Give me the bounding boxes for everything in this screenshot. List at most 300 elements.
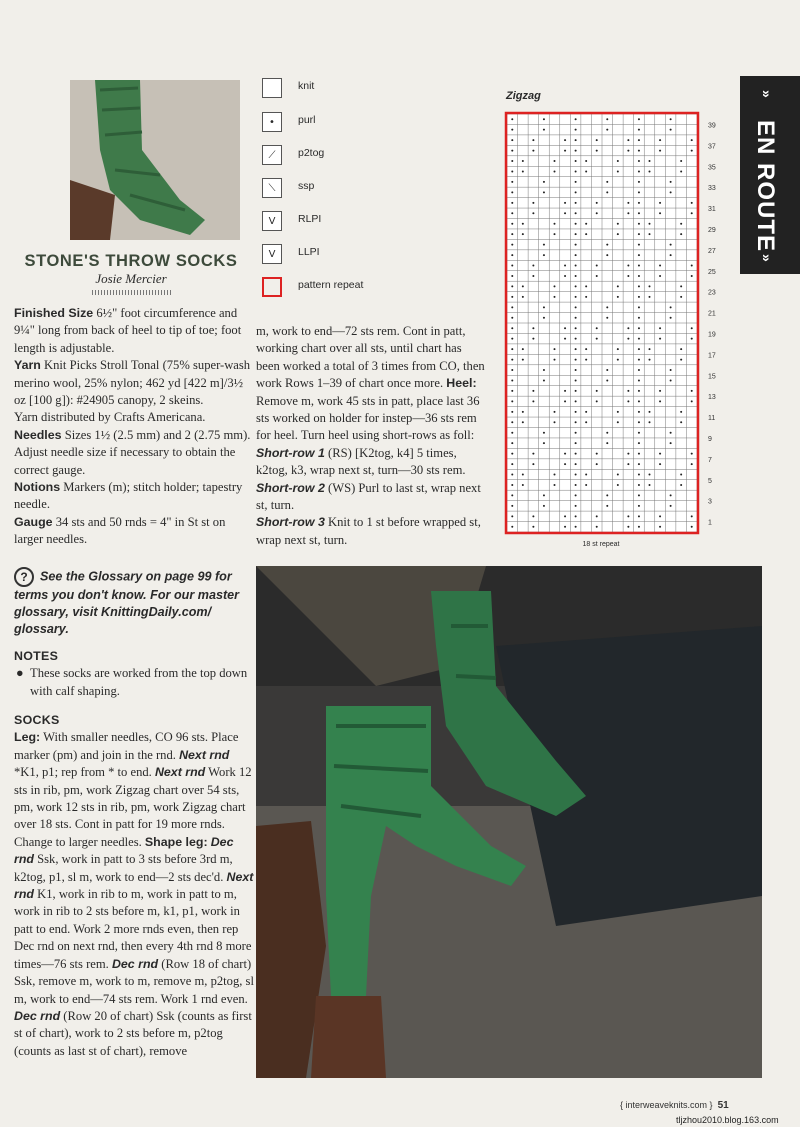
purl-dot [606,432,608,434]
gauge-text: 34 sts and 50 rnds = 4" in St st on larger needles. [14,514,226,547]
purl-dot [638,170,640,172]
purl-dot [627,453,629,455]
purl-dot [638,223,640,225]
socks-heading: SOCKS [14,713,60,727]
purl-dot [606,129,608,131]
specs-block [14,305,254,549]
purl-dot [638,432,640,434]
purl-dot [575,285,577,287]
next-rnd3-text: K1, work in rib to m, work in patt to m, work in rib to 2 sts before m, k1, p1, work in patt to end. Work 2 more rnds even, then rep Dec rnd on next rnd, then every 4th rnd 8 more times—76 sts rem. [14,887,252,971]
purl-dot [606,254,608,256]
purl-dot [670,254,672,256]
purl-dot [511,233,513,235]
purl-dot [670,244,672,246]
purl-dot [627,338,629,340]
purl-dot [670,505,672,507]
purl-dot [532,212,534,214]
purl-dot [670,379,672,381]
purl-dot [649,160,651,162]
purl-dot [680,233,682,235]
purl-dot [522,348,524,350]
purl-dot [532,463,534,465]
purl-dot [638,421,640,423]
purl-dot [511,348,513,350]
purl-dot [543,442,545,444]
purl-dot [680,296,682,298]
row-number: 23 [708,289,716,297]
row-number: 27 [708,247,716,255]
notes-item [14,665,254,700]
decorative-rule [92,290,172,295]
purl-dot [532,400,534,402]
purl-dot [659,463,661,465]
row-number: 11 [708,415,716,423]
purl-dot [511,359,513,361]
purl-dot [554,348,556,350]
purl-dot [511,254,513,256]
chevron-icon: » [759,90,775,98]
purl-dot [638,306,640,308]
purl-dot [638,254,640,256]
rlpi-symbol-icon: V [262,211,282,231]
leg-text: With smaller needles, CO 96 sts. Place marker (pm) and join in the rnd. [14,730,239,762]
purl-dot [543,244,545,246]
purl-dot [638,150,640,152]
ssp-symbol-icon: ⟍ [262,178,282,198]
purl-dot [564,515,566,517]
purl-dot [638,505,640,507]
purl-dot [511,181,513,183]
legend-label-purl: purl [298,114,316,126]
purl-dot [575,317,577,319]
socks-main-photo [256,566,762,1078]
purl-dot [606,494,608,496]
purl-dot [585,170,587,172]
purl-dot [638,484,640,486]
purl-dot [606,369,608,371]
row-number: 7 [708,456,712,464]
purl-dot [670,317,672,319]
purl-dot [649,223,651,225]
purl-dot [543,369,545,371]
purl-dot [543,306,545,308]
zigzag-chart [500,100,730,540]
pattern-title: STONE'S THROW SOCKS [24,252,238,270]
purl-dot [564,202,566,204]
purl-dot [691,338,693,340]
row-number: 31 [708,206,716,214]
purl-dot [511,265,513,267]
row-number: 17 [708,352,716,360]
next-rnd3-label: Next rnd [14,869,254,902]
purl-dot [649,359,651,361]
needles-text: Sizes 1½ (2.5 mm) and 2 (2.75 mm). Adjust needle size if necessary to obtain the correct gauge. [14,427,251,477]
purl-dot [670,369,672,371]
purl-dot [617,170,619,172]
purl-dot [638,411,640,413]
purl-dot [575,421,577,423]
purl-dot [532,327,534,329]
purl-dot [564,150,566,152]
purl-dot [659,202,661,204]
purl-dot [627,526,629,528]
row-number: 35 [708,164,716,172]
purl-dot [575,181,577,183]
purl-dot [617,484,619,486]
purl-dot [596,515,598,517]
purl-dot [627,515,629,517]
purl-dot [627,265,629,267]
purl-dot [691,275,693,277]
shape-leg-text: Ssk, work in patt to 3 sts before 3rd m, k2tog, p1, sl m, work to end—2 sts dec'd. [14,852,233,884]
purl-dot [554,359,556,361]
purl-dot [638,118,640,120]
purl-dot [680,411,682,413]
purl-dot [617,296,619,298]
next-rnd2-text: Work 12 sts in rib, pm, work Zigzag chart over 54 sts, pm, work 12 sts in rib, pm, work Zigzag chart over 18 sts. Cont in patt for 19 more rnds. Change to larger needles. [14,765,252,849]
purl-dot [638,400,640,402]
purl-dot [575,275,577,277]
page-number: 51 [717,1100,729,1111]
chart-row-numbers [708,122,716,526]
purl-dot [638,463,640,465]
purl-dot [649,411,651,413]
purl-dot [670,181,672,183]
purl-dot [638,338,640,340]
chevron-icon-bottom: » [759,254,775,262]
purl-dot [543,379,545,381]
purl-dot [575,296,577,298]
purl-dot [564,139,566,141]
purl-dot [638,212,640,214]
purl-dot [522,296,524,298]
finished-size-text: 6½" foot circumference and 9¼" long from back of heel to tip of toe; foot length is adjustable. [14,306,242,355]
purl-dot [564,463,566,465]
purl-dot [575,327,577,329]
purl-dot [627,212,629,214]
purl-dot [638,233,640,235]
heel-text: Remove m, work 45 sts in patt, place last 36 sts worked on holder for instep—36 sts rem for heel. Turn heel using short-rows as foll: [256,393,480,443]
purl-dot [532,515,534,517]
purl-dot [659,400,661,402]
purl-dot [691,515,693,517]
purl-dot [606,317,608,319]
question-icon: ? [14,567,34,587]
purl-dot [691,390,693,392]
purl-dot [691,453,693,455]
purl-dot [532,139,534,141]
purl-dot [596,275,598,277]
purl-dot [564,453,566,455]
purl-dot [575,254,577,256]
purl-dot [649,484,651,486]
purl-dot [532,265,534,267]
purl-dot [638,317,640,319]
purl-dot [649,421,651,423]
purl-dot [575,369,577,371]
purl-dot [511,139,513,141]
row-number: 15 [708,373,716,381]
purl-dot [522,170,524,172]
purl-dot [617,411,619,413]
purl-dot [627,275,629,277]
row-number: 37 [708,143,716,151]
purl-dot [638,244,640,246]
purl-dot [564,275,566,277]
row-number: 21 [708,310,716,318]
watermark: tljzhou2010.blog.163.com [676,1115,779,1125]
purl-dot [585,348,587,350]
purl-dot [691,202,693,204]
glossary-text: See the Glossary on page 99 for terms you don't know. For our master glossary, visit KnittingDaily.com/ glossary. [14,569,240,636]
purl-dot [554,411,556,413]
purl-dot [543,118,545,120]
purl-dot [532,453,534,455]
purl-dot [543,181,545,183]
purl-dot [638,202,640,204]
legend-label-llpi: LLPI [298,246,320,258]
purl-dot [691,150,693,152]
purl-dot [543,317,545,319]
purl-dot [691,212,693,214]
purl-dot [543,432,545,434]
purl-dot [532,390,534,392]
purl-dot [564,400,566,402]
purl-dot [617,359,619,361]
purl-dot [680,170,682,172]
purl-dot [596,390,598,392]
purl-dot [575,505,577,507]
notes-section [14,648,254,700]
purl-dot [585,233,587,235]
purl-dot [659,526,661,528]
purl-dot [691,139,693,141]
purl-dot [596,139,598,141]
purl-dot [659,453,661,455]
short-row1-text: (RS) [K2tog, k4] 5 times, k2tog, k3, wrap next st, turn—30 sts rem. [256,445,466,478]
purl-dot [638,442,640,444]
finished-size-label: Finished Size [14,306,94,320]
purl-dot [638,526,640,528]
purl-dot [585,421,587,423]
purl-dot [627,327,629,329]
purl-dot [606,118,608,120]
purl-dot [638,474,640,476]
purl-dot [575,379,577,381]
purl-dot [691,327,693,329]
next-rnd-text: *K1, p1; rep from * to end. [14,765,152,780]
purl-dot [522,411,524,413]
legend-label-p2tog: p2tog [298,147,325,159]
purl-dot [522,421,524,423]
purl-dot [617,348,619,350]
purl-dot [522,223,524,225]
repeat-label: 18 st repeat [582,541,620,548]
purl-dot [543,191,545,193]
purl-dot [649,170,651,172]
yarn-distributor: Yarn distributed by Crafts Americana. [14,410,206,425]
purl-dot [575,170,577,172]
notes-item-text: These socks are worked from the top down with calf shaping. [30,666,248,698]
purl-dot [638,296,640,298]
purl-dot [617,285,619,287]
purl-dot [543,254,545,256]
purl-dot [627,400,629,402]
yarn-label: Yarn [14,358,41,373]
purl-dot [522,233,524,235]
purl-dot [649,233,651,235]
purl-dot [670,118,672,120]
section-tab-label: EN ROUTE [752,120,779,253]
purl-dot [680,285,682,287]
purl-dot [554,233,556,235]
heel-section [256,323,488,549]
purl-dot [511,463,513,465]
purl-dot [511,275,513,277]
purl-dot [596,526,598,528]
purl-dot [511,170,513,172]
page-footer [620,1100,729,1111]
purl-dot [638,160,640,162]
chart-title: Zigzag [506,90,541,102]
purl-dot [680,421,682,423]
purl-dot [691,400,693,402]
purl-dot [638,390,640,392]
dec-rnd2-text: (Row 18 of chart) Ssk, remove m, work to m, remove m, p2tog, sl m, work to end—74 sts rem. Work 1 rnd even. [14,956,254,1006]
row-number: 25 [708,268,716,276]
purl-dot [638,494,640,496]
purl-dot [638,129,640,131]
purl-dot [596,338,598,340]
purl-dot [511,484,513,486]
next-rnd2-label: Next rnd [154,765,206,780]
purl-dot [543,129,545,131]
purl-dot [575,212,577,214]
purl-dot [585,411,587,413]
purl-dot [511,327,513,329]
purl-dot [649,348,651,350]
legend-label-ssp: ssp [298,180,315,192]
purl-dot [564,526,566,528]
purl-dot [575,442,577,444]
purl-dot [575,129,577,131]
purl-dot [606,442,608,444]
purl-dot [617,233,619,235]
purl-dot [511,453,513,455]
purl-dot [638,139,640,141]
purl-dot [564,265,566,267]
knit-symbol-icon [262,78,282,98]
purl-dot [596,150,598,152]
purl-dot [564,338,566,340]
purl-dot [659,150,661,152]
purl-dot [575,223,577,225]
purl-dot [596,202,598,204]
purl-dot [532,526,534,528]
purl-dot [670,129,672,131]
pattern-author: Josie Mercier [95,271,167,286]
purl-dot [511,411,513,413]
row-number: 1 [708,519,712,527]
chart-grid [506,113,698,533]
purl-dot [659,338,661,340]
purl-dot [532,338,534,340]
purl-dot [680,474,682,476]
purl-dot [585,474,587,476]
purl-dot [680,484,682,486]
purl-dot [511,474,513,476]
purl-dot [659,515,661,517]
heel-label: Heel: [446,376,477,391]
purl-dot [638,369,640,371]
purl-dot [511,390,513,392]
purl-dot [511,191,513,193]
row-number: 29 [708,226,716,234]
purl-dot [670,494,672,496]
purl-dot [606,244,608,246]
purl-dot [575,494,577,496]
row-number: 9 [708,435,712,443]
purl-dot [670,306,672,308]
legend-label-knit: knit [298,80,315,92]
pattern-repeat-box-icon [262,277,282,297]
purl-dot [659,265,661,267]
purl-dot [575,453,577,455]
row-number: 39 [708,122,716,130]
purl-dot [564,390,566,392]
purl-dot [617,160,619,162]
purl-dot [511,421,513,423]
purl-dot [606,306,608,308]
purl-dot [575,526,577,528]
purl-dot [511,369,513,371]
row-number: 3 [708,498,712,506]
purl-dot [575,150,577,152]
purl-dot [585,285,587,287]
purl-dot [511,150,513,152]
yarn-text: Knit Picks Stroll Tonal (75% super-wash merino wool, 25% nylon; 462 yd [422 m]/3½ oz [100 g]): #24905 canopy, 2 skeins. [14,358,251,408]
purl-dot [638,379,640,381]
purl-dot [659,390,661,392]
dec-rnd3-label: Dec rnd [14,1008,61,1023]
row-number: 5 [708,477,712,485]
purl-dot [511,515,513,517]
purl-dot [638,265,640,267]
purl-dot [606,379,608,381]
purl-dot [511,296,513,298]
purl-dot [575,348,577,350]
llpi-symbol-icon: V [262,244,282,264]
purl-dot [638,348,640,350]
purl-dot [596,212,598,214]
purl-dot [522,160,524,162]
short-row3-label: Short-row 3 [256,515,325,530]
purl-dot [575,306,577,308]
purl-dot [511,118,513,120]
legend-label-rlpi: RLPI [298,213,322,225]
purl-dot [575,411,577,413]
purl-dot [680,160,682,162]
dec-rnd-label: Dec rnd [14,834,234,867]
row-number: 13 [708,394,716,402]
purl-dot [691,526,693,528]
row-number: 33 [708,185,716,193]
purl-dot [522,285,524,287]
purl-dot [511,379,513,381]
purl-dot [522,484,524,486]
notes-heading: NOTES [14,649,59,663]
purl-dot [585,359,587,361]
